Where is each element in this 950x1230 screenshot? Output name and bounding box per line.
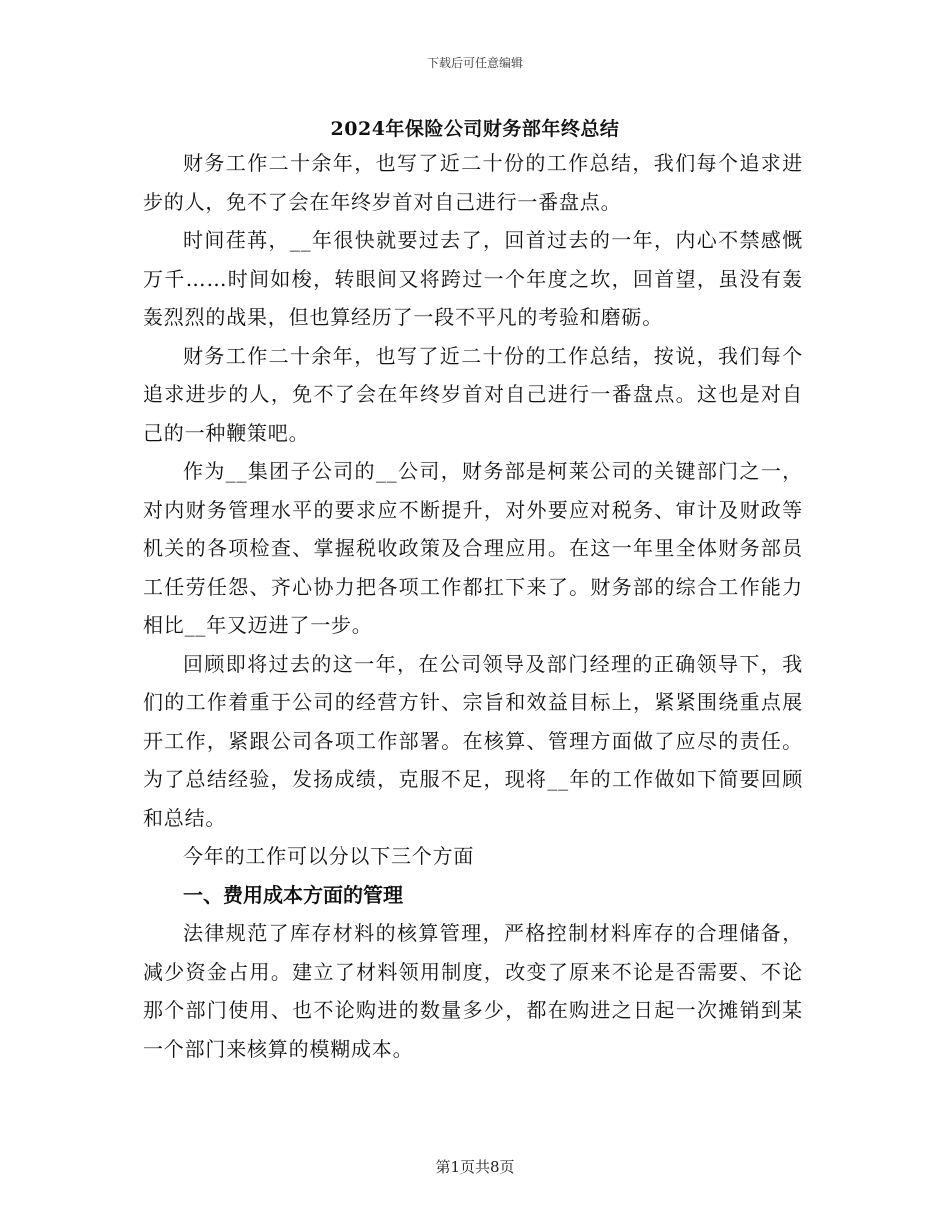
paragraph: 今年的工作可以分以下三个方面: [183, 844, 475, 868]
paragraph: 回顾即将过去的这一年，在公司领导及部门经理的正确领导下，我们的工作着重于公司的经营方针、宗旨和效益目标上，紧紧围绕重点展开工作，紧跟公司各项工作部署。在核算、管理方面做了应尽的责任。为了总结经验，发扬成绩，克服不足，现将__年的工作做如下简要回顾和总结。: [143, 651, 803, 830]
paragraph: 法律规范了库存材料的核算管理，严格控制材料库存的合理储备，减少资金占用。建立了材料领用制度，改变了原来不论是否需要、不论那个部门使用、也不论购进的数量多少，都在购进之日起一次摊销到某一个部门来核算的模糊成本。: [143, 921, 803, 1061]
document-title: 2024年保险公司财务部年终总结: [330, 118, 620, 140]
paragraph: 财务工作二十余年，也写了近二十份的工作总结，我们每个追求进步的人，免不了会在年终岁首对自己进行一番盘点。: [143, 151, 803, 214]
paragraph: 财务工作二十余年，也写了近二十份的工作总结，按说，我们每个追求进步的人，免不了会在年终岁首对自己进行一番盘点。这也是对自己的一种鞭策吧。: [143, 343, 803, 445]
page-footer: 第1页共8页: [435, 1158, 515, 1176]
section-heading: 一、费用成本方面的管理: [183, 882, 403, 907]
paragraph: 时间荏苒，__年很快就要过去了，回首过去的一年，内心不禁感慨万千……时间如梭，转眼间又将跨过一个年度之坎，回首望，虽没有轰轰烈烈的战果，但也算经历了一段不平凡的考验和磨砺。: [143, 228, 803, 329]
paragraph: 作为__集团子公司的__公司，财务部是柯莱公司的关键部门之一，对内财务管理水平的要求应不断提升，对外要应对税务、审计及财政等机关的各项检查、掌握税收政策及合理应用。在这一年里全体财务部员工任劳任怨、齐心协力把各项工作都扛下来了。财务部的综合工作能力相比__年又迈进了一步。: [143, 459, 803, 637]
document-body: [143, 144, 803, 1068]
header-note: 下载后可任意编辑: [426, 56, 523, 70]
